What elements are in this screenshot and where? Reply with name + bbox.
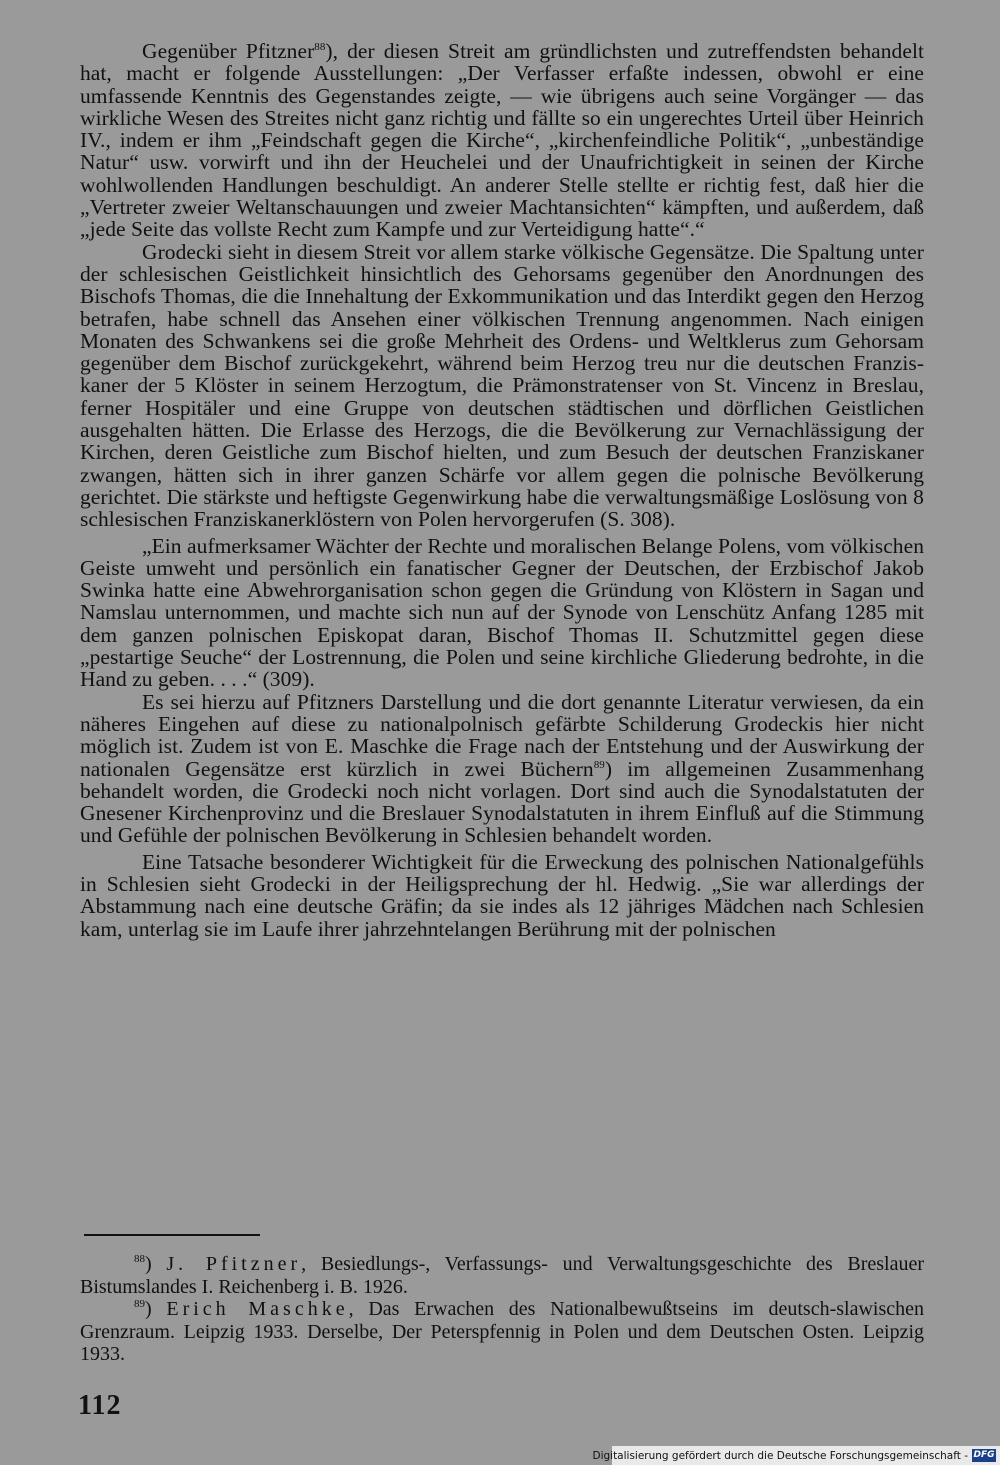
- paragraph-1: [80, 40, 924, 241]
- main-text: [80, 40, 924, 1440]
- footnote-ref-89[interactable]: 89: [593, 758, 605, 771]
- digitization-credit: [592, 1446, 1000, 1465]
- paragraph-1-text: Gegenüber Pfitzner: [142, 39, 315, 63]
- footnote-88-text: , Besiedlungs-, Verfassungs- und Verwaltungsgeschichte des Breslauer Bistumslandes I. Reichenberg i. B. 1926.: [80, 1253, 925, 1298]
- footnote-ref-88[interactable]: 88: [314, 41, 326, 53]
- footnote-divider: [84, 1234, 260, 1236]
- footnotes: [80, 1253, 924, 1366]
- footnote-88: $^{88}$) J. Pfitzner, Besiedlungs-, Verfassungs- und Verwaltungsgeschichte des Breslauer Bistumslandes I. Reichenberg i. B. 1926.: [80, 1253, 925, 1298]
- credit-text: Digitalisierung gefördert durch die Deutsche Forschungsgemeinschaft -: [592, 1449, 968, 1462]
- paragraph-3: „Ein aufmerksamer Wächter der Rechte und moralischen Belange Polens, vom völkischen Geiste umweht und persönlich ein fanatischer Gegner der Deutschen, der Erzbischof Jakob Swinka hatte eine Abwehrorganisation schon gegen die Gründung von Klöstern in Sagan und Namslau unternommen, und machte sich nun auf der Synode von Lenschütz Anfang 1285 mit dem ganzen polnischen Episkopat daran, Bischof Thomas II. Schutzmittel gegen diese „pestartige Seuche“ der Lostrennung, die Polen und seine kirchliche Gliederung bedrohte, in die Hand zu geben. . . .“ (309).: [80, 533, 924, 692]
- footnote-89: $^{89}$) Erich Maschke, Das Erwachen des Nationalbewußtseins im deutsch-slawischen Grenzraum. Leipzig 1933. Derselbe, Der Peterspfennig in Polen und dem Deutschen Osten. Leipzig 1933.: [80, 1298, 924, 1365]
- paragraph-5: Eine Tatsache besonderer Wichtigkeit für die Erweckung des polnischen Nationalgefühls in Schlesien sieht Grodecki in der Heiligsprechung der hl. Hedwig. „Sie war allerdings der Abstammung nach eine deutsche Gräfin; da sie indes als 12 jähriges Mädchen nach Schlesien kam, unterlag sie im Laufe ihrer jahrzehntelangen Berührung mit der polnischen: [80, 849, 924, 941]
- footnote-89-text: , Das Erwachen des Nationalbewußtseins im deutsch-slawischen Grenzraum. Leipzig 1933. Derselbe, Der Peterspfennig in Polen und dem Deutschen Osten. Leipzig 1933.: [80, 1298, 924, 1365]
- paragraph-4-text-cont: ) im allgemeinen Zusammenhang behandelt worden, die Grodecki noch nicht vorlagen. Dort sind auch die Synodalstatuten der Gnesener Kirchenprovinz und die Breslauer Synodalstatuten in ihrem Einfluß auf die Stimmung und Gefühle der polnischen Bevölkerung in Schlesien behandelt worden.: [80, 756, 924, 848]
- paragraph-1-text-cont: ), der diesen Streit am gründlichsten und zutreffendsten behandelt hat, macht er folgende Ausstellungen: „Der Verfasser erfaßte indessen, obwohl er eine umfassende Kenntnis des Gegenstandes zeigte, — wie übrigens auch seine Vorgänger — das wirkliche Wesen des Streites nicht ganz richtig und fällte so ein ungerechtes Urteil über Heinrich IV., indem er ihm „Feindschaft gegen die Kirche“, „kirchenfeindliche Politik“, „unbeständige Natur“ usw. vorwirft und ihn der Heuchelei und der Unaufrichtigkeit in seinen der Kirche wohlwollenden Handlungen beschuldigt. An anderer Stelle stellte er richtig fest, daß hier die „Vertreter zweier Weltanschauungen und zweier Machtansichten“ kämpften, und außerdem, daß „jede Seite das vollste Recht zum Kampfe und zur Verteidigung hatte“.“: [80, 39, 924, 242]
- paragraph-2: Grodecki sieht in diesem Streit vor allem starke völkische Gegensätze. Die Spaltung unter der schlesischen Geistlichkeit hinsichtlich des Gehorsams gegenüber den Anordnungen des Bischofs Thomas, die die Innehaltung der Exkommunikation und das Interdikt gegen den Herzog betrafen, habe schnell das Ansehen einer völkischen Trennung angenommen. Nach einigen Monaten des Schwankens sei die große Mehrheit des Ordens- und Weltklerus zum Gehorsam gegenüber dem Bischof zurückgekehrt, während beim Herzog treu nur die deutschen Franziskaner der 5 Klöster in seinem Herzogtum, die Prämonstratenser von St. Vincenz in Breslau, ferner Hospitäler und eine Gruppe von deutschen städtischen und dörflichen Geistlichen ausgehalten hätten. Die Erlasse des Herzogs, die die Bevölkerung zur Vernachlässigung der Kirchen, deren Geistliche zum Bischof hielten, und zum Besuch der deutschen Franziskaner zwangen, hätten sich in ihrer ganzen Schärfe vor allem gegen die polnische Bevölkerung gerichtet. Die stärkste und heftigste Gegenwirkung habe die verwaltungsmäßige Loslösung von 8 schlesischen Franziskanerklöstern von Polen hervorgerufen (S. 308).: [80, 239, 924, 532]
- footnote-88-author: J. Pfitzner: [166, 1253, 302, 1275]
- footnote-89-author: Erich Maschke: [166, 1298, 349, 1320]
- footnote-mark-89: 89: [134, 1298, 145, 1310]
- page-number: 112: [78, 1390, 122, 1421]
- paragraph-4-text: Es sei hierzu auf Pfitzners Darstellung und die dort genannte Literatur verwiesen, da ein näheres Eingehen auf diese zu nationalpolnisch gefärbte Schilderung Grodeckis hier nicht möglich ist. Zudem ist von E. Maschke die Frage nach der Entstehung und der Auswirkung der nationalen Gegensätze erst kürzlich in zwei Büchern: [80, 689, 924, 781]
- paragraph-4: [80, 691, 924, 847]
- dfg-logo-icon: DFG: [973, 1450, 995, 1460]
- footnote-mark-88: 88: [134, 1253, 145, 1265]
